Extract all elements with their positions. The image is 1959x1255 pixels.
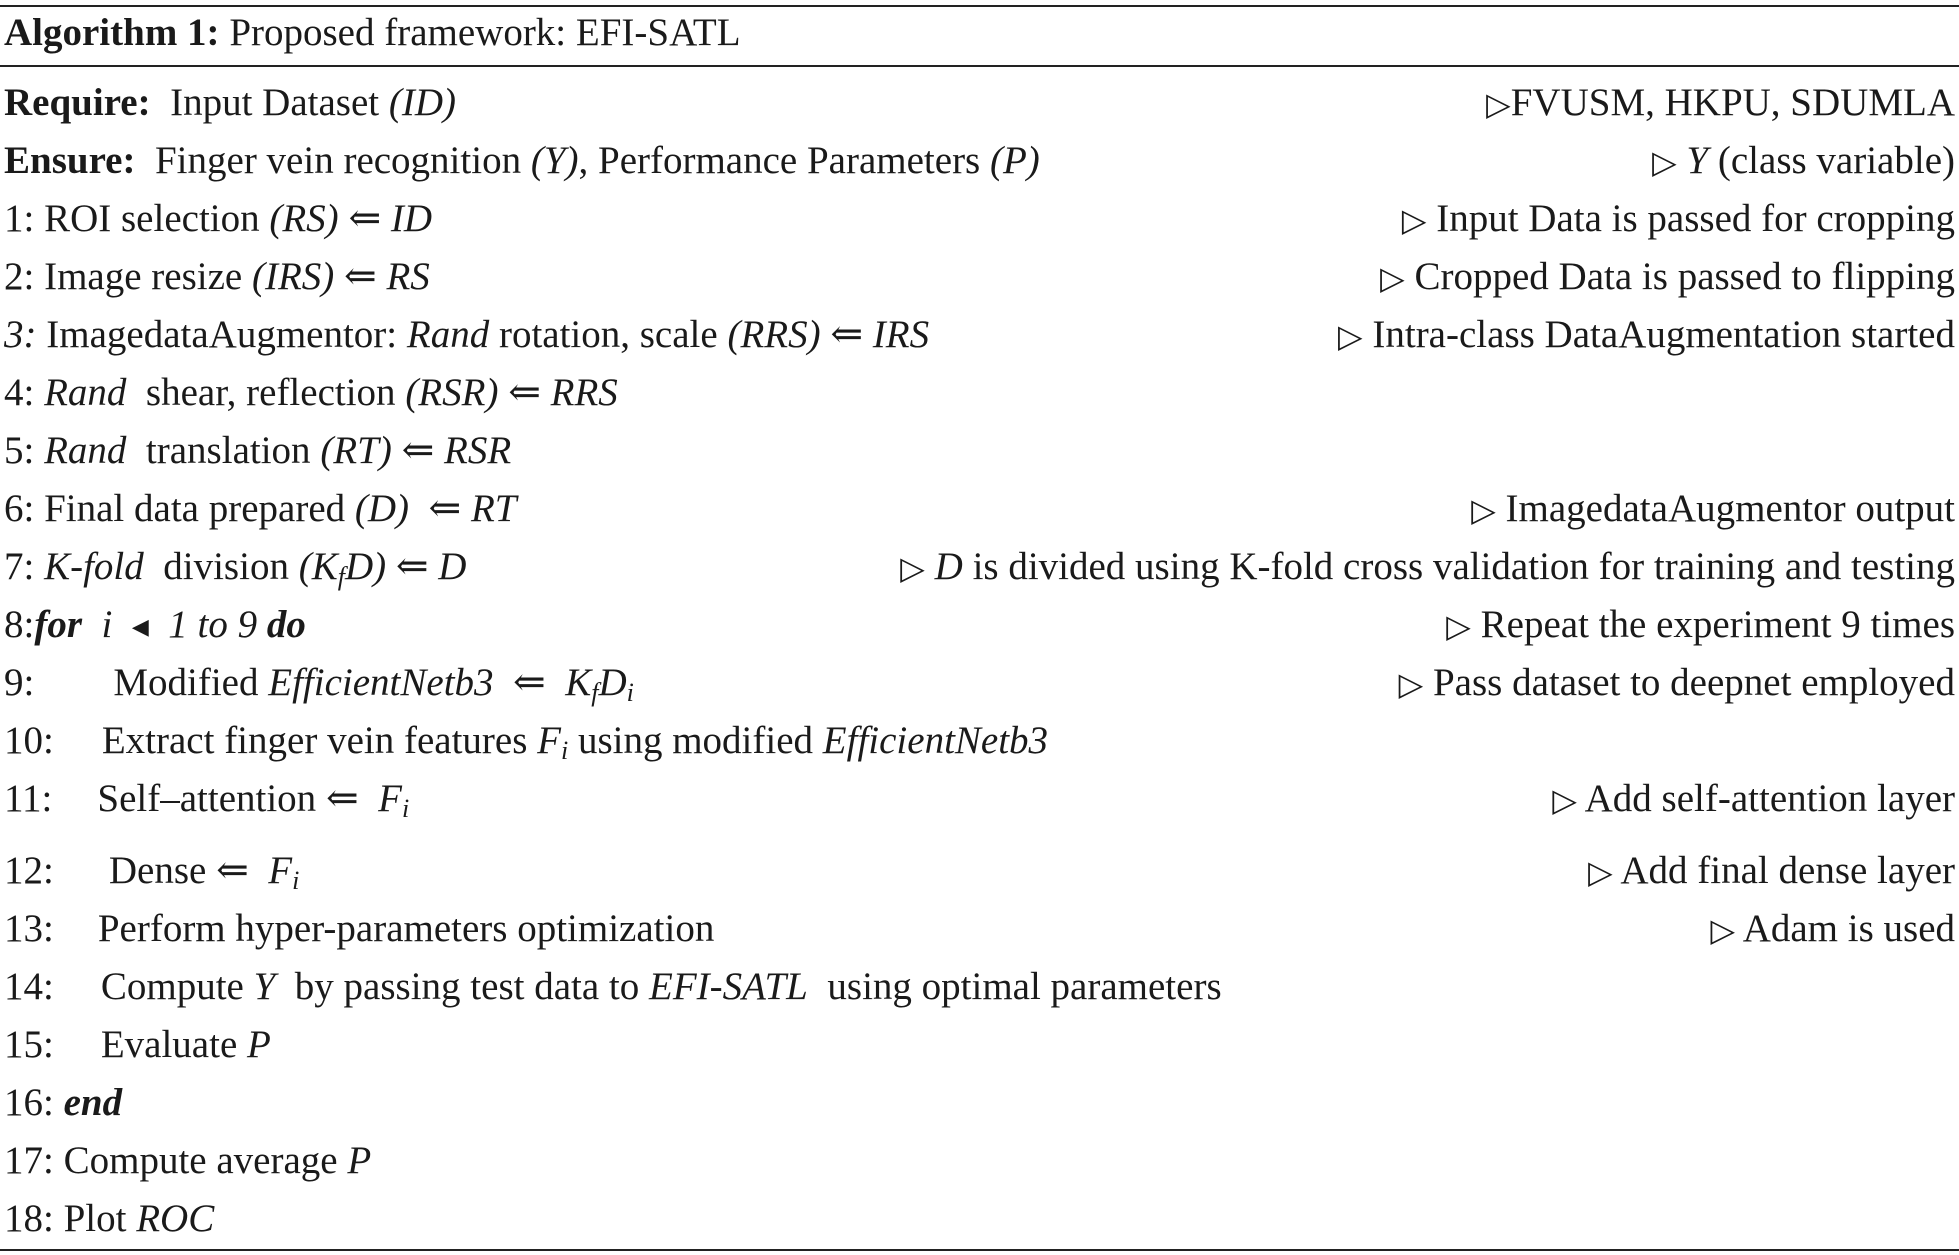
algorithm-line-10 bbox=[4, 713, 1955, 769]
line-number: 17: bbox=[4, 1139, 54, 1182]
require-text: Input Dataset bbox=[170, 81, 380, 124]
assign-arrow: ⇐ bbox=[830, 313, 864, 356]
line-var: EfficientNetb3 bbox=[268, 661, 494, 704]
assign-arrow: ⇐ bbox=[513, 661, 546, 704]
line-var: (K bbox=[298, 545, 338, 588]
line-var: Rand bbox=[44, 371, 127, 414]
require-comment bbox=[1486, 75, 1955, 132]
line-text: Compute average bbox=[63, 1139, 338, 1182]
comment-triangle-icon: ▷ bbox=[1338, 317, 1363, 355]
comment-triangle-icon: ▷ bbox=[1486, 85, 1511, 123]
algorithm-line-4 bbox=[4, 365, 1955, 421]
line-text: using modified bbox=[577, 719, 814, 762]
algorithm-line-17 bbox=[4, 1133, 1955, 1189]
line-var: Rand bbox=[406, 313, 490, 356]
line-number: 13: bbox=[4, 907, 54, 950]
line-comment bbox=[1552, 771, 1955, 828]
line-var: (D) bbox=[354, 487, 410, 530]
algorithm-line-5 bbox=[4, 423, 1955, 479]
bottom-rule bbox=[0, 1249, 1959, 1251]
line-comment bbox=[1588, 843, 1955, 900]
algorithm-line-18 bbox=[4, 1191, 1955, 1247]
line-var: 1 to 9 bbox=[168, 603, 258, 646]
line-text: Compute bbox=[100, 965, 244, 1008]
line-comment bbox=[1446, 597, 1955, 654]
comment-triangle-icon: ▷ bbox=[1398, 665, 1424, 703]
comment-text: Repeat the experiment 9 times bbox=[1480, 603, 1955, 646]
comment-text: ImagedataAugmentor output bbox=[1505, 487, 1955, 530]
algorithm-line-12 bbox=[4, 843, 1955, 899]
comment-text: Add self-attention layer bbox=[1584, 777, 1955, 820]
line-text: by passing test data to bbox=[294, 965, 640, 1008]
comment-triangle-icon: ▷ bbox=[1446, 607, 1471, 645]
line-var: Rand bbox=[44, 429, 127, 472]
line-var: EFI-SATL bbox=[649, 965, 808, 1008]
line-var: F bbox=[378, 777, 402, 820]
comment-text: Intra-class DataAugmentation started bbox=[1372, 313, 1955, 356]
comment-triangle-icon: ▷ bbox=[1652, 143, 1677, 181]
algorithm-line-1 bbox=[4, 191, 1955, 247]
assign-arrow: ⇐ bbox=[344, 255, 377, 298]
line-var: RS bbox=[386, 255, 430, 298]
line-subscript: i bbox=[292, 866, 300, 895]
comment-triangle-icon: ▷ bbox=[900, 549, 925, 587]
algorithm-line-16 bbox=[4, 1075, 1955, 1131]
line-number: 4: bbox=[4, 371, 35, 414]
line-comment bbox=[1338, 307, 1955, 364]
line-text: Extract finger vein features bbox=[101, 719, 528, 762]
line-var: D bbox=[438, 545, 467, 588]
require-label: Require: bbox=[4, 81, 151, 124]
line-var: D bbox=[598, 661, 627, 704]
comment-triangle-icon: ▷ bbox=[1401, 201, 1427, 239]
line-text: Self–attention bbox=[97, 777, 317, 820]
comment-text: Add final dense layer bbox=[1620, 849, 1955, 892]
line-var: (IRS) bbox=[251, 255, 335, 298]
comment-text: Adam is used bbox=[1742, 907, 1955, 950]
line-text: Image resize bbox=[44, 255, 243, 298]
algorithm-title-text: Proposed framework: EFI-SATL bbox=[229, 11, 741, 54]
comment-triangle-icon: ▷ bbox=[1588, 853, 1613, 891]
algorithm-line-15 bbox=[4, 1017, 1955, 1073]
assign-arrow: ⇐ bbox=[508, 371, 541, 414]
comment-var: D bbox=[934, 545, 963, 588]
line-subscript: i bbox=[401, 794, 410, 823]
line-number: 10: bbox=[4, 719, 54, 762]
comment-text: Pass dataset to deepnet employed bbox=[1432, 661, 1955, 704]
line-var: ROC bbox=[136, 1197, 215, 1240]
line-number: 5: bbox=[4, 429, 35, 472]
line-text: Perform hyper-parameters optimization bbox=[97, 907, 715, 950]
line-var: D) bbox=[344, 545, 387, 588]
line-subscript: f bbox=[591, 678, 599, 707]
line-text: ImagedataAugmentor: bbox=[46, 313, 398, 356]
algorithm-line-13 bbox=[4, 901, 1955, 957]
line-subscript: f bbox=[337, 562, 345, 591]
line-text: translation bbox=[145, 429, 311, 472]
ensure-line bbox=[4, 133, 1955, 189]
require-line bbox=[4, 75, 1955, 131]
line-comment bbox=[1380, 249, 1955, 306]
line-var: P bbox=[347, 1139, 372, 1182]
line-var: RSR bbox=[444, 429, 512, 472]
line-text: ROI selection bbox=[44, 197, 260, 240]
line-number: 9: bbox=[4, 661, 35, 704]
require-comment-text: FVUSM, HKPU, SDUMLA bbox=[1510, 81, 1955, 124]
line-number: 11: bbox=[4, 777, 53, 820]
left-arrow-icon: ◀ bbox=[131, 615, 149, 640]
ensure-comment-text: (class variable) bbox=[1717, 139, 1955, 182]
line-var: IRS bbox=[872, 313, 930, 356]
line-text: using optimal parameters bbox=[827, 965, 1222, 1008]
line-var: (RS) bbox=[269, 197, 339, 240]
line-comment bbox=[1471, 481, 1955, 538]
line-text: Evaluate bbox=[100, 1023, 238, 1066]
line-var: K bbox=[565, 661, 592, 704]
header-rule bbox=[0, 65, 1959, 67]
line-number: 16: bbox=[4, 1081, 54, 1124]
assign-arrow: ⇐ bbox=[348, 197, 382, 240]
line-number: 2: bbox=[4, 255, 35, 298]
line-text: shear, reflection bbox=[145, 371, 396, 414]
line-var: (RSR) bbox=[405, 371, 499, 414]
algorithm-line-14 bbox=[4, 959, 1955, 1015]
line-var: K-fold bbox=[44, 545, 144, 588]
line-text: Plot bbox=[63, 1197, 127, 1240]
line-var: F bbox=[268, 849, 293, 892]
algorithm-line-9 bbox=[4, 655, 1955, 711]
line-comment bbox=[1399, 655, 1955, 712]
ensure-comment-var: Y bbox=[1686, 139, 1709, 182]
line-var: RT bbox=[470, 487, 517, 530]
comment-triangle-icon: ▷ bbox=[1380, 259, 1405, 297]
algorithm-line-2 bbox=[4, 249, 1955, 305]
algorithm-title bbox=[4, 4, 741, 62]
line-var: Y bbox=[253, 965, 276, 1008]
comment-triangle-icon: ▷ bbox=[1471, 491, 1496, 529]
assign-arrow: ⇐ bbox=[395, 545, 429, 588]
line-var: RRS bbox=[550, 371, 618, 414]
line-var: EfficientNetb3 bbox=[822, 719, 1049, 762]
algorithm-line-3 bbox=[4, 307, 1955, 363]
line-var: ID bbox=[390, 197, 433, 240]
keyword-for: for bbox=[34, 603, 83, 646]
line-comment bbox=[900, 539, 1955, 596]
line-number: 7: bbox=[4, 545, 35, 588]
line-number: 8: bbox=[4, 603, 35, 646]
line-text: Dense bbox=[108, 849, 207, 892]
line-number: 15: bbox=[4, 1023, 54, 1066]
line-var: i bbox=[101, 603, 113, 646]
comment-text: Cropped Data is passed to flipping bbox=[1414, 255, 1955, 298]
comment-triangle-icon: ▷ bbox=[1710, 911, 1736, 949]
keyword-do: do bbox=[266, 603, 306, 646]
line-var: F bbox=[537, 719, 561, 762]
algorithm-line-11 bbox=[4, 771, 1955, 827]
line-var: (RRS) bbox=[727, 313, 821, 356]
require-var: (ID) bbox=[388, 81, 456, 124]
ensure-var-1: (Y) bbox=[530, 139, 579, 182]
assign-arrow: ⇐ bbox=[325, 777, 359, 820]
line-number: 3: bbox=[4, 313, 37, 356]
comment-triangle-icon: ▷ bbox=[1552, 781, 1578, 819]
assign-arrow: ⇐ bbox=[401, 429, 435, 472]
algorithm-line-6 bbox=[4, 481, 1955, 537]
line-number: 14: bbox=[4, 965, 54, 1008]
ensure-text-2: , Performance Parameters bbox=[578, 139, 981, 182]
line-number: 1: bbox=[4, 197, 35, 240]
assign-arrow: ⇐ bbox=[428, 487, 462, 530]
keyword-end: end bbox=[63, 1081, 123, 1124]
ensure-text-1: Finger vein recognition bbox=[154, 139, 522, 182]
line-number: 6: bbox=[4, 487, 35, 530]
line-var: P bbox=[247, 1023, 271, 1066]
line-number: 18: bbox=[4, 1197, 54, 1240]
comment-text: Input Data is passed for cropping bbox=[1436, 197, 1955, 240]
algorithm-label: Algorithm 1: bbox=[4, 11, 220, 54]
line-var: (RT) bbox=[320, 429, 392, 472]
algorithm-line-8 bbox=[4, 597, 1955, 653]
line-text: Modified bbox=[113, 661, 259, 704]
ensure-label: Ensure: bbox=[4, 139, 136, 182]
line-text: rotation, scale bbox=[498, 313, 718, 356]
ensure-comment bbox=[1652, 133, 1955, 190]
comment-text: is divided using K-fold cross validation for training and testing bbox=[972, 545, 1955, 588]
algorithm-line-7 bbox=[4, 539, 1955, 595]
line-comment bbox=[1710, 901, 1955, 958]
assign-arrow: ⇐ bbox=[216, 849, 249, 892]
line-text: division bbox=[163, 545, 289, 588]
line-subscript: i bbox=[560, 736, 569, 765]
line-number: 12: bbox=[4, 849, 54, 892]
ensure-var-2: (P) bbox=[989, 139, 1040, 182]
line-text: Final data prepared bbox=[44, 487, 346, 530]
line-subscript: i bbox=[626, 678, 634, 707]
line-comment bbox=[1402, 191, 1955, 248]
